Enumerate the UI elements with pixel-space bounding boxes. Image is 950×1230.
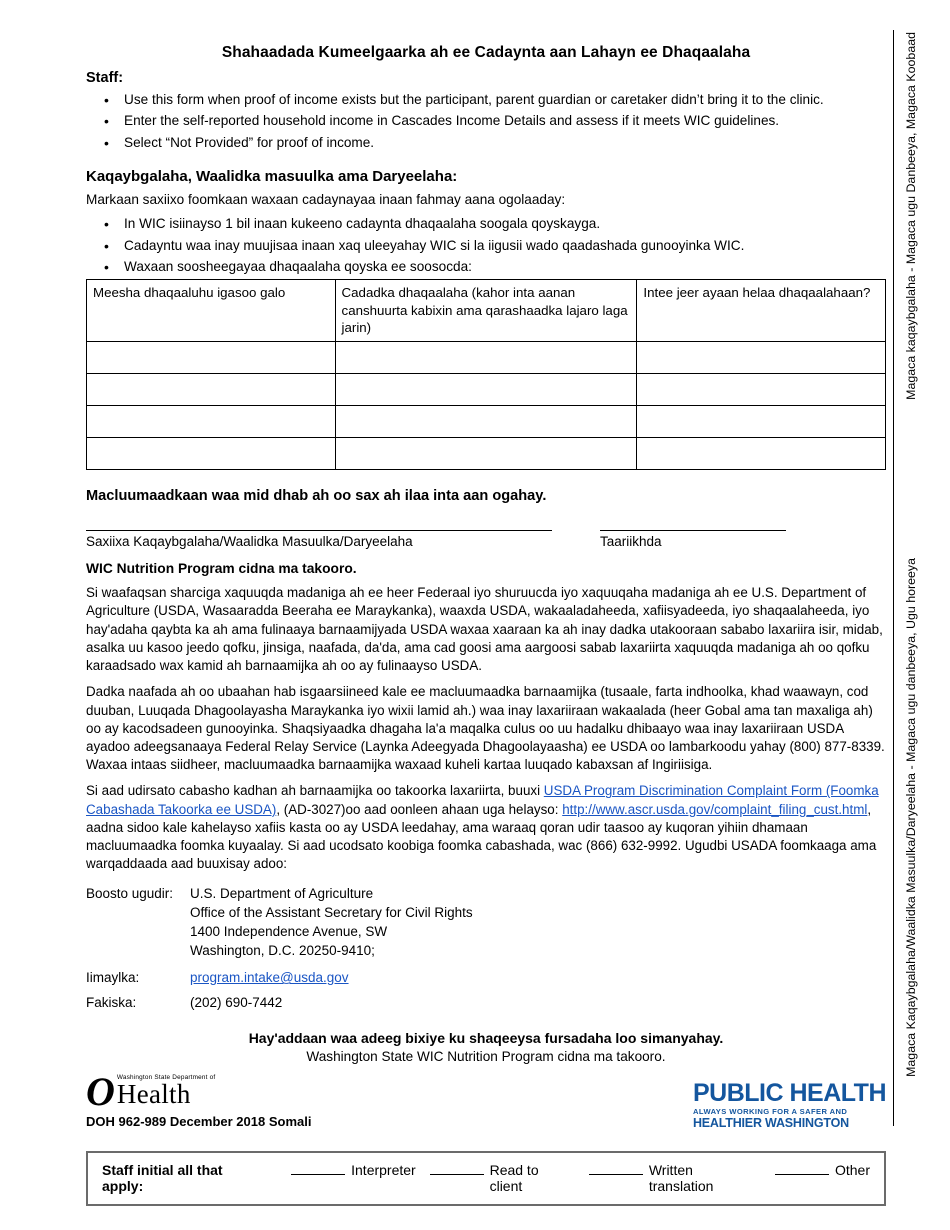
participant-intro: Markaan saxiixo foomkaan waxaan cadaynayaa inaan fahmay aana ogolaaday: <box>86 192 566 208</box>
doh-logo-top-text: Washington State Department of <box>116 1074 216 1082</box>
table-row[interactable] <box>87 438 886 470</box>
staff-initial-footer <box>86 1151 886 1206</box>
table-header-row <box>87 280 886 342</box>
address-line: U.S. Department of Agriculture <box>190 885 374 901</box>
participant-heading: Kaqaybgalaha, Waalidka masuulka ama Daryeelaha: <box>86 168 458 186</box>
attestation-statement: Macluumaadkaan waa mid dhab ah oo sax ah ilaa inta aan ogahay. <box>86 488 547 505</box>
doh-logo-main-text: Health <box>116 1079 191 1110</box>
list-item: • Enter the self-reported household income in Cascades Income Details and assess if it meets WIC guidelines. <box>120 112 886 130</box>
income-frequency-cell[interactable] <box>637 342 886 374</box>
fax-row <box>86 995 886 1010</box>
complaint-text-pre: Si aad udirsato cabasho kadhan ah barnaamijka oo takoorka laxariirta, buuxi <box>86 783 544 799</box>
list-item: • Waxaan soosheegayaa dhaqaalaha qoyska ee soosocda: <box>120 258 886 276</box>
staff-initial-label: Staff initial all that apply: <box>102 1162 223 1194</box>
doh-document-number: DOH 962-989 December 2018 Somali <box>86 1114 312 1130</box>
footer-option: Read to client <box>489 1162 539 1194</box>
public-health-tagline-1: ALWAYS WORKING FOR A SAFER AND <box>692 1107 848 1117</box>
list-item: • Select “Not Provided” for proof of income. <box>120 134 886 152</box>
initial-blank[interactable] <box>430 1174 484 1175</box>
table-row[interactable] <box>87 374 886 406</box>
address-line: Washington, D.C. 20250-9410; <box>190 943 375 958</box>
public-health-title: PUBLIC HEALTH <box>692 1079 886 1108</box>
income-table <box>86 279 886 470</box>
address-line: Office of the Assistant Secretary for Civil Rights <box>190 904 473 920</box>
income-source-cell[interactable] <box>87 406 336 438</box>
date-line[interactable] <box>600 530 786 531</box>
footer-option: Interpreter <box>351 1162 416 1178</box>
logo-row <box>86 1069 886 1130</box>
table-header-cell: Meesha dhaqaaluhu igasoo galo <box>87 280 336 342</box>
email-link[interactable]: program.intake@usda.gov <box>190 970 349 986</box>
income-amount-cell[interactable] <box>335 406 637 438</box>
mail-address-block <box>86 884 886 961</box>
public-health-tagline-2: HEALTHIER WASHINGTON <box>692 1115 849 1130</box>
initial-blank[interactable] <box>589 1174 643 1175</box>
list-item: • In WIC isiinayso 1 bil inaan kukeeno cadaynta dhaqaalaha soogala qoyskayga. <box>120 215 886 233</box>
usda-complaint-form-link[interactable]: USDA Program Discrimination Complaint Form (Foomka Cabashada Takoorka ee USDA) <box>86 783 879 817</box>
staff-bullet-list <box>86 91 886 152</box>
list-item: • Use this form when proof of income exists but the participant, parent guardian or caretaker didn’t bring it to the clinic. <box>120 91 886 109</box>
income-source-cell[interactable] <box>87 342 336 374</box>
fax-value: (202) 690-7442 <box>190 995 283 1011</box>
mail-address <box>190 884 473 961</box>
date-label: Taariikhda <box>600 534 662 550</box>
table-header-cell: Cadadka dhaqaalaha (kahor inta aanan canshuurta kabixin ama qarashaadka lajaro laga jarin) <box>335 280 637 342</box>
income-source-cell[interactable] <box>87 438 336 470</box>
page-title: Shahaadada Kumeelgaarka ah ee Cadaynta aan Lahayn ee Dhaqaalaha <box>221 44 751 61</box>
email-label: Iimaylka: <box>86 970 140 986</box>
income-frequency-cell[interactable] <box>637 438 886 470</box>
participant-bullet-list <box>86 215 886 276</box>
income-source-cell[interactable] <box>87 374 336 406</box>
table-row[interactable] <box>87 342 886 374</box>
address-line: 1400 Independence Avenue, SW <box>190 923 388 939</box>
complaint-text-post: , aadna sidoo kale kahelayso xafiis kasta oo ay USDA leedahay, ama waraaq qoran udir taasoo ay kuqoran yihiin dhamaan macluumaadka foomka kuyaalay. Si aad ucodsato koobiga foomka cabashada, wac (866) 632-9992. Ugudbi USADA foomkaaga ama warqaddaada aad buuxisay adoo: <box>86 801 877 872</box>
doh-logo-block <box>86 1069 312 1130</box>
equal-opportunity-statement: Hay'addaan waa adeeg bixiye ku shaqeeysa fursadaha loo simanyahay. <box>248 1030 724 1047</box>
usda-complaint-url-link[interactable]: http://www.ascr.usda.gov/complaint_filing_cust.html <box>562 801 868 817</box>
closing-statement <box>86 1030 886 1064</box>
signature-lines <box>86 530 886 531</box>
side-label-bottom: Magaca Kaqaybgalaha/Waalidka Masuulka/Daryeelaha - Magaca ugu danbeeya, Ugu horeeya <box>904 558 918 1077</box>
initial-blank[interactable] <box>775 1174 829 1175</box>
staff-heading: Staff: <box>86 70 124 86</box>
signature-label: Saxiixa Kaqaybgalaha/Waalidka Masuulka/Daryeelaha <box>86 534 413 550</box>
income-amount-cell[interactable] <box>335 374 637 406</box>
footer-option: Written translation <box>648 1162 714 1194</box>
list-item: • Cadayntu waa inay muujisaa inaan xaq uleeyahay WIC si la iigusii wado qaadashada gunooyinka WIC. <box>120 237 886 255</box>
wic-nondiscrimination-statement: Washington State WIC Nutrition Program cidna ma takooro. <box>306 1049 666 1065</box>
side-label-top: Magaca kaqaybgalaha - Magaca ugu Danbeeya, Magaca Koobaad <box>904 32 918 400</box>
income-frequency-cell[interactable] <box>637 374 886 406</box>
public-health-logo <box>693 1081 886 1129</box>
fax-label: Fakiska: <box>86 995 137 1011</box>
health-swirl-icon: O <box>86 1069 115 1115</box>
side-rail <box>893 30 934 1126</box>
doh-logo <box>86 1069 311 1115</box>
initial-blank[interactable] <box>291 1174 345 1175</box>
table-header-cell: Intee jeer ayaan helaa dhaqaalahaan? <box>637 280 886 342</box>
nondiscrimination-paragraph-3 <box>86 782 886 873</box>
signature-line[interactable] <box>86 530 552 531</box>
footer-option: Other <box>834 1162 870 1178</box>
table-row[interactable] <box>87 406 886 438</box>
complaint-text-mid: , (AD-3027)oo aad oonleen ahaan uga helayso: <box>276 801 563 817</box>
email-row <box>86 970 886 985</box>
nondiscrimination-paragraph-2: Dadka naafada ah oo ubaahan hab isgaarsiineed kale ee macluumaadka barnaamijka (tusaale, farta indhoolka, khad waawayn, cod duuban, Luuqada Dhagoolayasha Maraykanka iyo wixii lamid ah.) waa inay laxariiraan wakaalada (heer Gobal ama tan maxaliga ah) oo ay kacodsadeen gunooyinka. Shaqsiyaadka dhagaha la'a maqalka culus oo uu hadalku dhibaayo waa inay laxariiraan USDA ayadoo adeegsanaaya Federal Relay Service (Laynka Adeegyada Dhagoolayaasha) ee USDA oo lambarkoodu yahay (800) 877-8339. Waxaa intaas siidheer, macluumaadka barnaamijka waxaad kuheli kartaa luuqado kabaxsan af Ingiriisiga. <box>86 684 885 773</box>
signature-labels <box>86 534 886 549</box>
nondiscrimination-heading: WIC Nutrition Program cidna ma takooro. <box>86 561 357 577</box>
nondiscrimination-paragraph-1: Si waafaqsan sharciga xaquuqda madaniga ah ee heer Federaal iyo shuruucda iyo xaquuqaha madaniga ah ee U.S. Department of Agriculture (USDA, Wasaaradda Beeraha ee Maraykanka), waaxda USDA, wakaaladaheeda, xafiisyadeeda, iyo shaqaalaheeda, iyo hay'adaha qaybta ka ah ama fulinaaya barnaamijyada USDA waxaa xaaraan ka ah inay dadka utakooraan sababo laxariira isir, midab, asalka uu kasoo jeedo qofku, jinsiga, naafada, da'da, ama cad goosi ama aargoosi sabab laxariirta xaquuqda madaniga ah oo qofku karaadsado wax kamid ah barnaamijka ah oo ay fulinaayso USDA. <box>86 585 883 674</box>
income-amount-cell[interactable] <box>335 342 637 374</box>
income-frequency-cell[interactable] <box>637 406 886 438</box>
income-amount-cell[interactable] <box>335 438 637 470</box>
mail-label: Boosto ugudir: <box>86 885 174 901</box>
